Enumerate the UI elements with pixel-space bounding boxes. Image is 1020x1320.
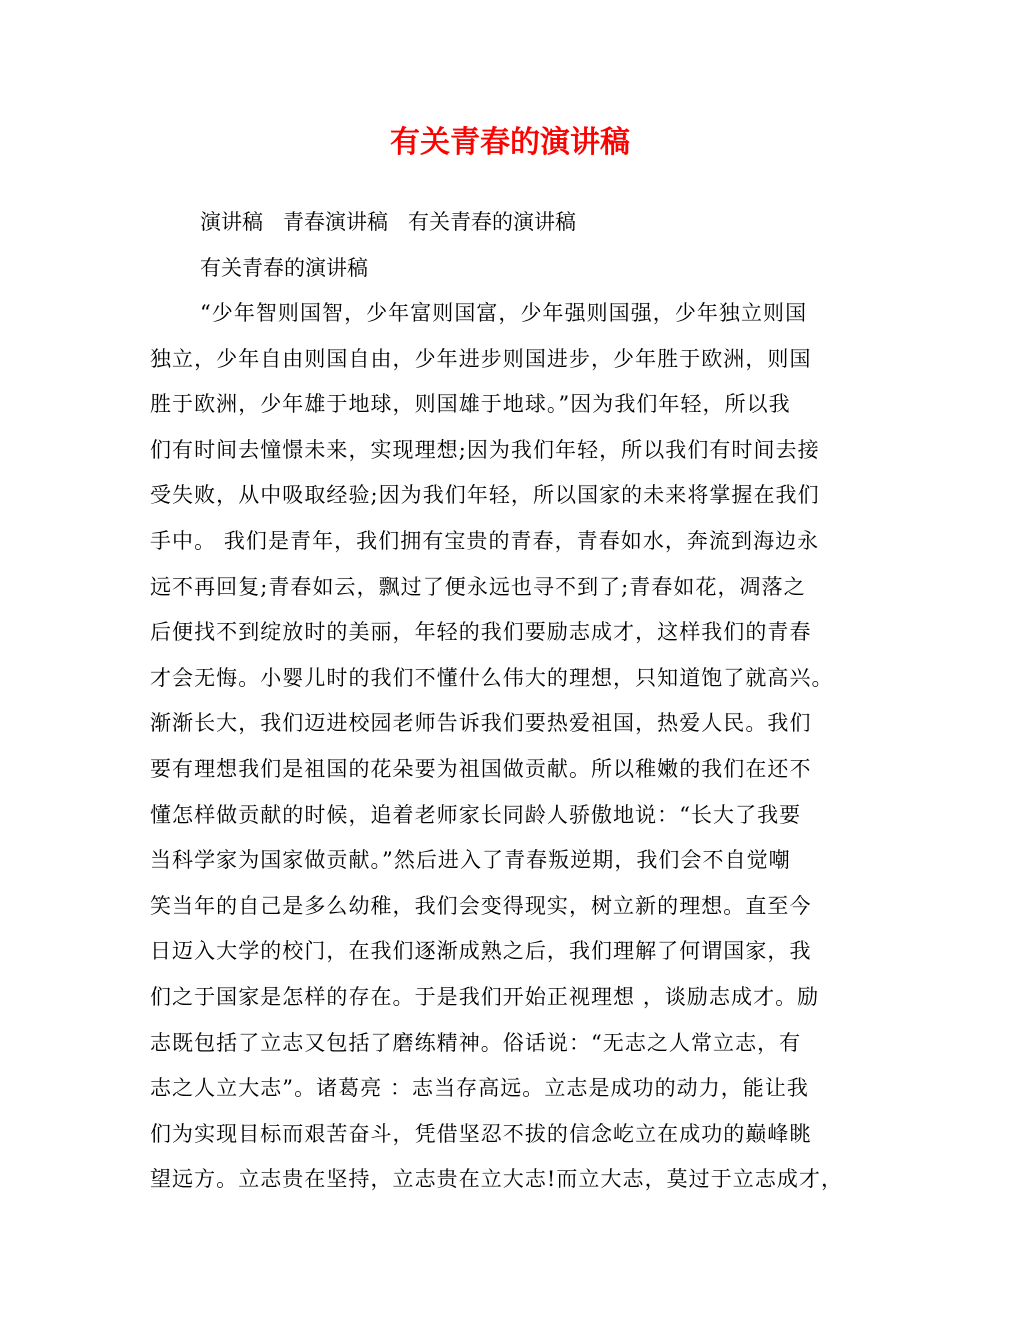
body-line: 日迈入大学的校门，在我们逐渐成熟之后，我们理解了何谓国家，我 — [150, 939, 812, 964]
body-line: 受失败，从中吸取经验;因为我们年轻，所以国家的未来将掌握在我们 — [150, 483, 820, 508]
body-line: 手中。 我们是青年，我们拥有宝贵的青春，青春如水，奔流到海边永 — [150, 528, 820, 553]
body-line: 们有时间去憧憬未来，实现理想;因为我们年轻，所以我们有时间去接 — [150, 437, 820, 462]
body-line: 们之于国家是怎样的存在。于是我们开始正视理想 ，谈励志成才。励 — [150, 984, 820, 1009]
document-subtitle: 有关青春的演讲稿 — [200, 256, 368, 280]
body-line: 志既包括了立志又包括了磨练精神。俗话说：“无志之人常立志，有 — [150, 1030, 802, 1055]
body-line: 远不再回复;青春如云，飘过了便永远也寻不到了;青春如花，凋落之 — [150, 574, 806, 599]
body-line: “少年智则国智，少年富则国富，少年强则国强，少年独立则国 — [200, 301, 808, 325]
document-title: 有关青春的演讲稿 — [390, 125, 630, 160]
body-line: 独立，少年自由则国自由，少年进步则国进步，少年胜于欧洲，则国 — [150, 346, 812, 371]
body-text — [150, 296, 880, 1208]
body-line: 才会无悔。小婴儿时的我们不懂什么伟大的理想，只知道饱了就高兴。 — [150, 665, 834, 690]
body-line: 们为实现目标而艰苦奋斗，凭借坚忍不拔的信念屹立在成功的巅峰眺 — [150, 1121, 812, 1146]
body-line: 当科学家为国家做贡献。”然后进入了青春叛逆期，我们会不自觉嘲 — [150, 848, 791, 873]
body-line: 志之人立大志”。诸葛亮 ：志当存高远。立志是成功的动力，能让我 — [150, 1076, 809, 1101]
body-line: 渐渐长大，我们迈进校园老师告诉我们要热爱祖国，热爱人民。我们 — [150, 711, 812, 736]
body-line: 后便找不到绽放时的美丽，年轻的我们要励志成才，这样我们的青春 — [150, 620, 812, 645]
body-line: 笑当年的自己是多么幼稚，我们会变得现实，树立新的理想。直至今 — [150, 893, 812, 918]
body-line: 胜于欧洲，少年雄于地球，则国雄于地球。”因为我们年轻，所以我 — [150, 392, 791, 417]
keywords-line: 演讲稿 青春演讲稿 有关青春的演讲稿 — [200, 210, 577, 234]
body-line: 望远方。立志贵在坚持，立志贵在立大志!而立大志，莫过于立志成才， — [150, 1167, 844, 1192]
body-line: 要有理想我们是祖国的花朵要为祖国做贡献。所以稚嫩的我们在还不 — [150, 756, 812, 781]
body-line: 懂怎样做贡献的时候，追着老师家长同龄人骄傲地说：“长大了我要 — [150, 802, 802, 827]
